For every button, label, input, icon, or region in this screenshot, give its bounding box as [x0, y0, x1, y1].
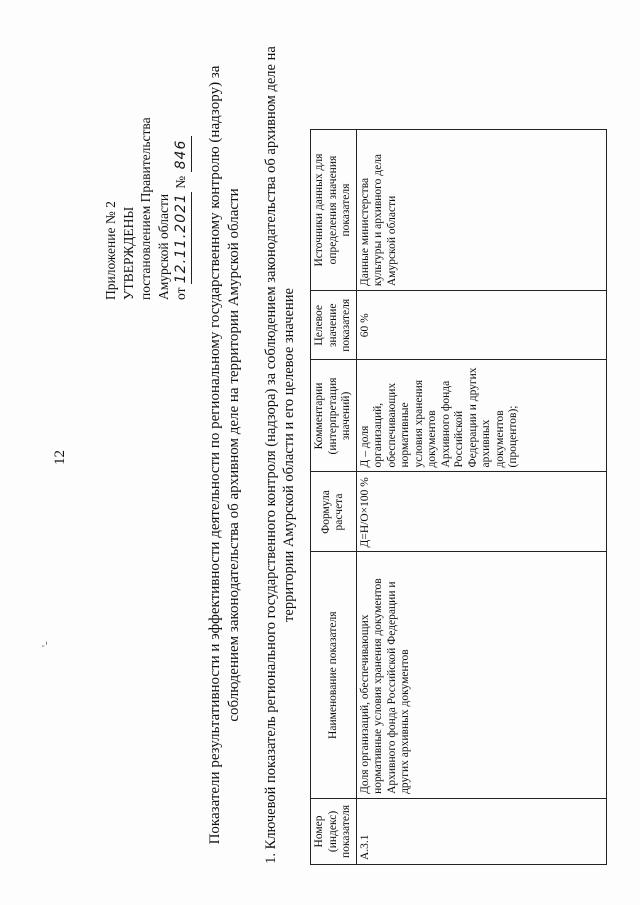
- cell-num: А.3.1: [356, 798, 606, 864]
- table-header-row: [311, 130, 357, 865]
- number-field: [172, 137, 192, 173]
- section-title: 1. Ключевой показатель регионального государственного контроля (надзора) за соблюдением законодательства об архивном деле на территории Амурской области и его целевое значение: [263, 46, 297, 864]
- header-target: Целевое значение показателя: [311, 291, 357, 360]
- cell-source: Данные министерства культуры и архивного дела Амурской области: [356, 130, 606, 291]
- header-num: Номер (индекс) показателя: [311, 798, 357, 864]
- approval-date-line: [172, 117, 192, 300]
- document-title: Показатели результативности и эффективности деятельности по региональному государственному контролю (надзору) за соблюдением законодательства об архивном деле на территории Амурской области: [207, 65, 242, 845]
- indicator-table: [310, 129, 607, 865]
- cell-comment: Д – доля организаций, обеспечивающих нормативные условия хранения документов Архивного фонда Российской Федерации и других архивных документов (процентов);: [356, 360, 606, 472]
- date-prefix: от: [173, 287, 188, 300]
- approval-block: [102, 117, 192, 300]
- header-comment: Комментарии (интерпретация значений): [311, 360, 357, 472]
- handwritten-date: 12.11.2021: [173, 193, 189, 284]
- page-number: 12: [52, 450, 68, 465]
- number-prefix: №: [173, 175, 188, 189]
- handwritten-number: 846: [173, 139, 189, 170]
- header-source: Источники данных для определения значения показателя: [311, 130, 357, 291]
- margin-mark: '-: [40, 641, 52, 647]
- cell-formula: Д=Н/О×100 %: [356, 472, 606, 552]
- cell-name: Доля организаций, обеспечивающих нормативные условия хранения документов Архивного фонда Российской Федерации и других архивных документов: [356, 552, 606, 798]
- approval-resolution: постановлением Правительства: [138, 117, 153, 300]
- header-formula: Формула расчета: [311, 472, 357, 552]
- approval-approved: УТВЕРЖДЕНЫ: [120, 206, 136, 300]
- cell-target: 60 %: [356, 291, 606, 360]
- header-name: Наименование показателя: [311, 552, 357, 798]
- approval-appendix: Приложение № 2: [103, 201, 118, 300]
- date-field: [172, 192, 192, 284]
- table-row: [356, 130, 606, 865]
- approval-region: Амурской области: [155, 193, 171, 300]
